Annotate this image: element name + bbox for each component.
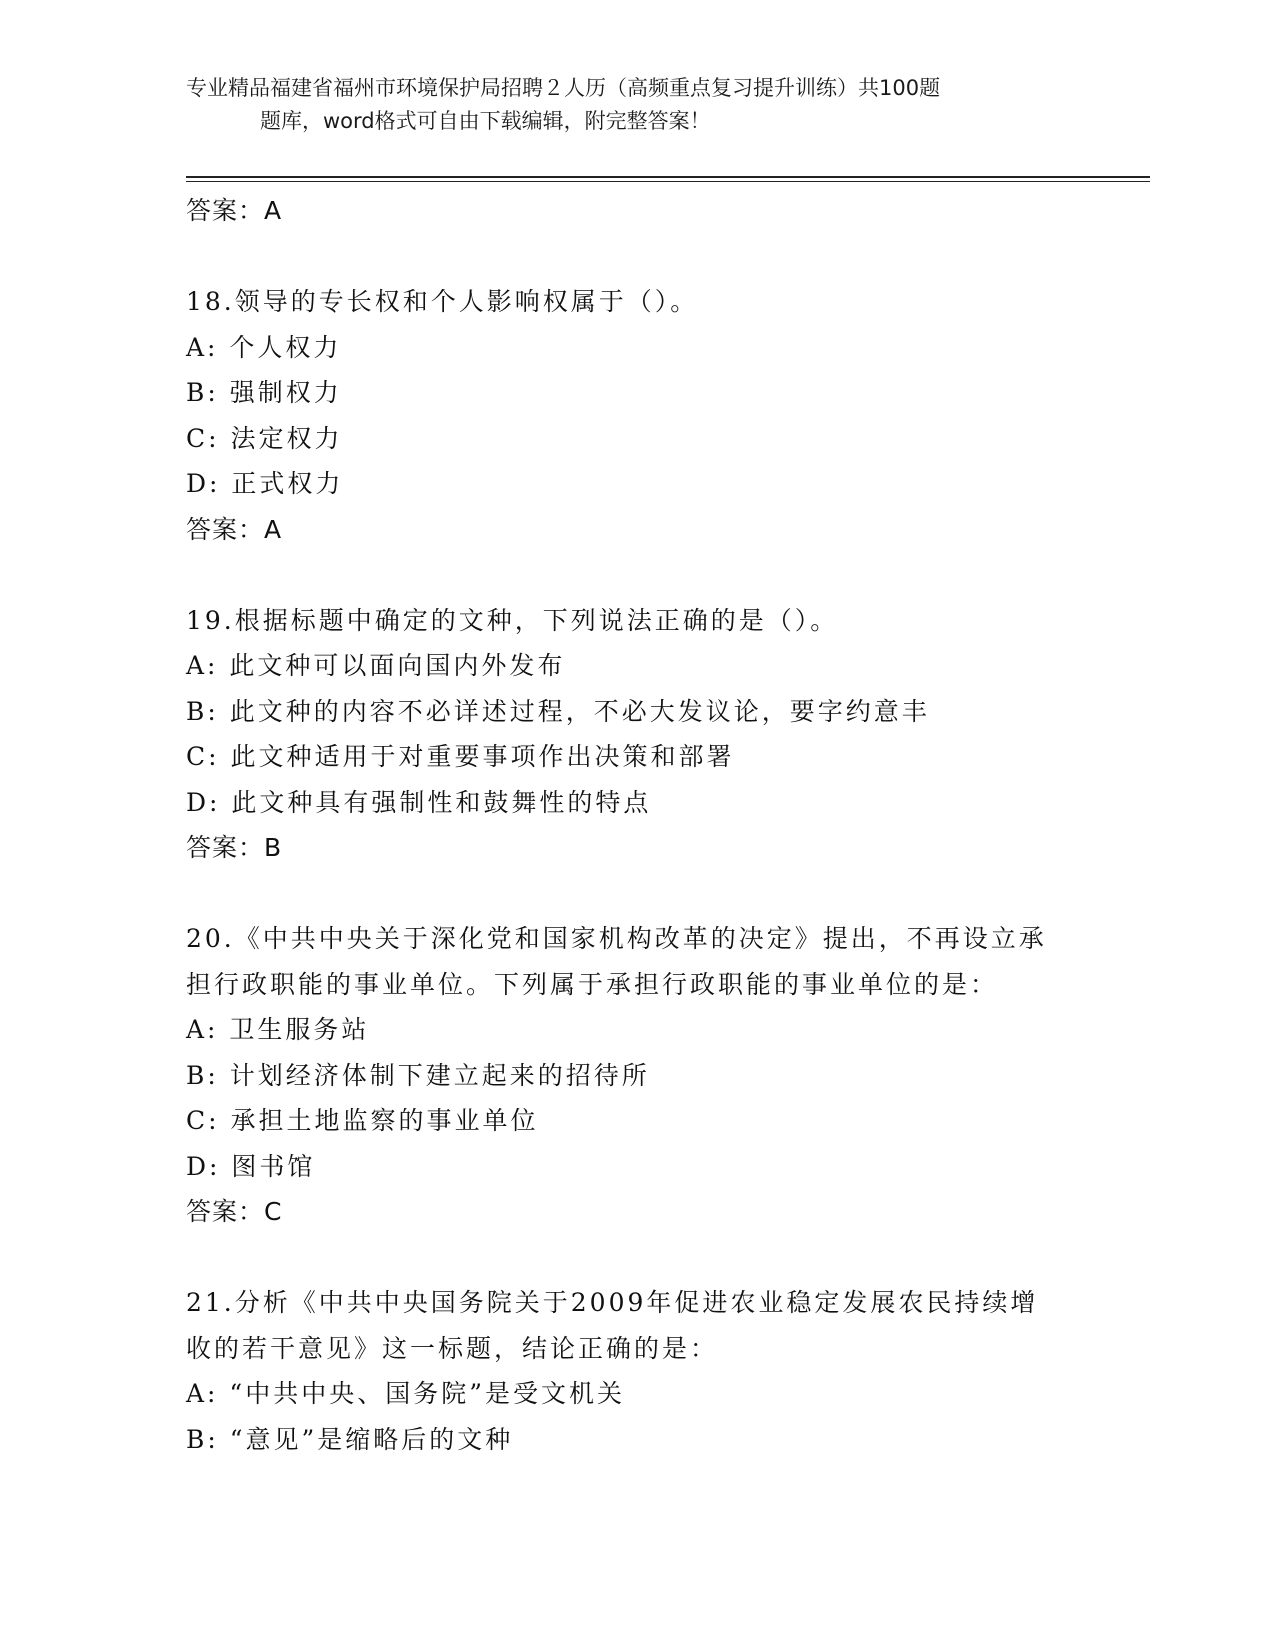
answer: 答案：B: [186, 833, 283, 862]
header-rule-thin: [186, 181, 1150, 182]
option-c: C: 此文种适用于对重要事项作出决策和部署: [186, 742, 735, 771]
previous-answer: 答案：A: [186, 196, 283, 225]
question-text: 19.根据标题中确定的文种，下列说法正确的是（）。: [186, 605, 839, 635]
option-a: A: 卫生服务站: [186, 1015, 370, 1044]
option-a: A: 此文种可以面向国内外发布: [186, 651, 566, 680]
question-19: [186, 598, 1086, 871]
option-b: B: “意见”是缩略后的文种: [186, 1424, 514, 1454]
answer: 答案：A: [186, 514, 283, 544]
option-d: D: 图书馆: [186, 1151, 316, 1181]
question-18: [186, 279, 1086, 552]
option-d: D: 正式权力: [186, 469, 344, 498]
spacer: [186, 871, 1086, 917]
header-rule-thick: [186, 176, 1150, 178]
question-21: [186, 1280, 1086, 1462]
question-text-line-1: 21.分析《中共中央国务院关于2009年促进农业稳定发展农民持续增: [186, 1288, 1039, 1317]
option-c: C: 承担土地监察的事业单位: [186, 1106, 539, 1135]
option-b: B: 强制权力: [186, 378, 342, 407]
question-list: [186, 188, 1086, 1462]
spacer: [186, 1235, 1086, 1281]
header-line-1: 专业精品福建省福州市环境保护局招聘２人历（高频重点复习提升训练）共100题: [186, 76, 941, 100]
question-text-line-1: 20.《中共中央关于深化党和国家机构改革的决定》提出，不再设立承: [186, 924, 1047, 953]
question-text-line-2: 收的若干意见》这一标题，结论正确的是：: [186, 1333, 719, 1363]
page-header: [186, 72, 1086, 138]
question-20: [186, 916, 1086, 1235]
option-c: C: 法定权力: [186, 423, 343, 453]
header-line-2: 题库，word格式可自由下载编辑，附完整答案！: [260, 109, 711, 133]
spacer: [186, 552, 1086, 598]
option-b: B: 此文种的内容不必详述过程，不必大发议论，要字约意丰: [186, 696, 930, 726]
answer: 答案：C: [186, 1197, 283, 1226]
option-a: A: 个人权力: [186, 332, 342, 362]
option-d: D: 此文种具有强制性和鼓舞性的特点: [186, 787, 652, 817]
option-a: A: “中共中央、国务院”是受文机关: [186, 1379, 625, 1408]
question-text-line-2: 担行政职能的事业单位。下列属于承担行政职能的事业单位的是：: [186, 969, 999, 999]
spacer: [186, 234, 1086, 280]
option-b: B: 计划经济体制下建立起来的招待所: [186, 1060, 650, 1090]
question-text: 18.领导的专长权和个人影响权属于（）。: [186, 287, 699, 316]
